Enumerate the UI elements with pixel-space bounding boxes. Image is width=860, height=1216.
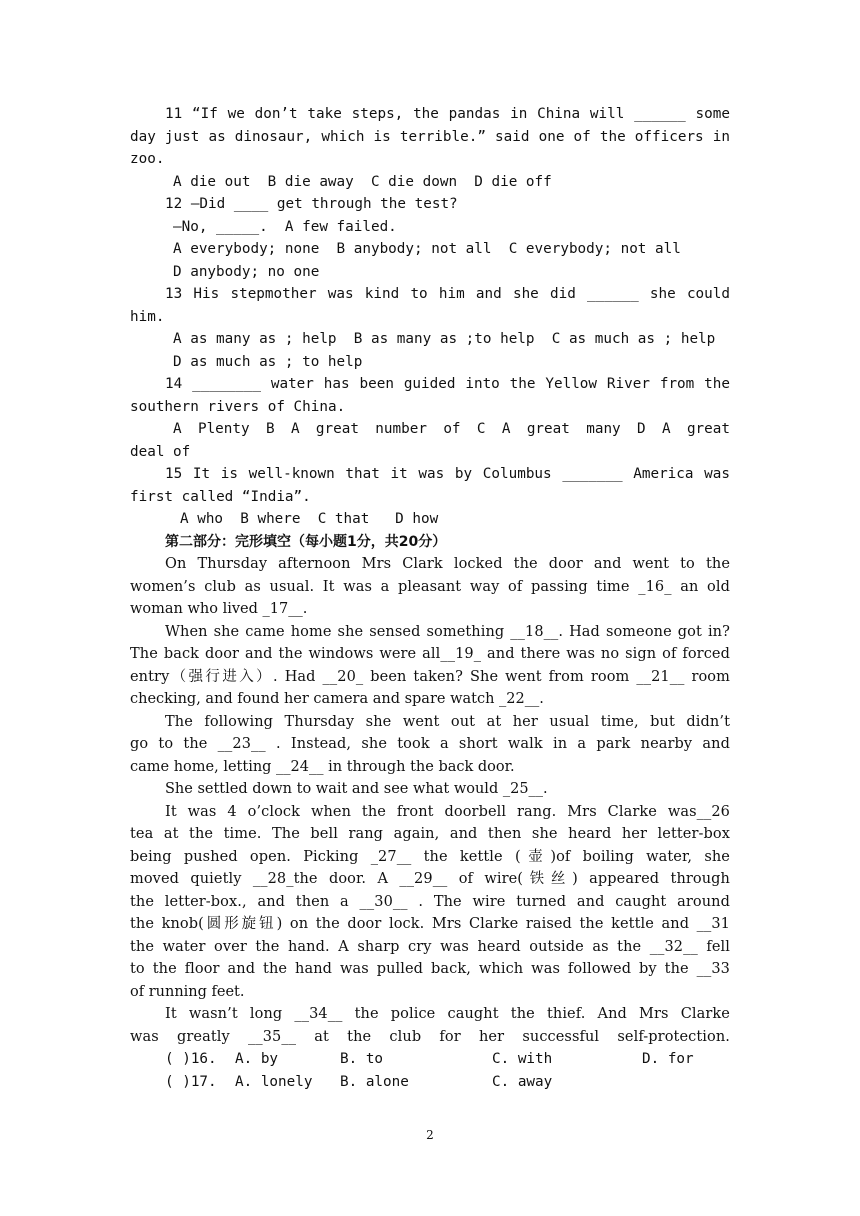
- text-line: woman who lived _17__.: [130, 601, 308, 617]
- text-line: the letter-box., and then a __30__ . The wire turned and caught around: [130, 893, 730, 910]
- text-line: 11 “If we don’t take steps, the pandas in China will ______ some: [165, 106, 730, 122]
- text-line: being pushed open. Picking _27__ the kettle (壶)of boiling water, she: [130, 848, 730, 865]
- answer-choice: B. alone: [340, 1073, 409, 1090]
- text-line: southern rivers of China.: [130, 398, 346, 415]
- answer-choice: C. away: [492, 1073, 553, 1090]
- text-line: moved quietly __28_the door. A __29__ of wire(铁丝) appeared through: [130, 871, 730, 887]
- text-line: checking, and found her camera and spare watch _22__.: [130, 691, 544, 707]
- answer-choice: C. with: [492, 1051, 553, 1067]
- page-number: 2: [426, 1128, 434, 1142]
- text-line: A die out B die away C die down D die off: [173, 173, 552, 190]
- text-line: tea at the time. The bell rang again, and then she heard her letter-box: [130, 826, 730, 842]
- text-line: The back door and the windows were all__19_ and there was no sign of forced: [130, 646, 730, 662]
- text-line: D as much as ; to help: [173, 353, 363, 370]
- text-line: day just as dinosaur, which is terrible.” said one of the officers in: [130, 128, 730, 145]
- text-line: to the floor and the hand was pulled back, which was followed by the __33: [130, 961, 730, 977]
- text-line: 15 It is well-known that it was by Columbus _______ America was: [165, 466, 730, 482]
- text-line: A as many as ; help B as many as ;to help C as much as ; help: [173, 331, 716, 347]
- text-line: go to the __23__ . Instead, she took a short walk in a park nearby and: [130, 736, 730, 752]
- text-line: deal of: [130, 443, 191, 460]
- answer-choice: D. for: [642, 1051, 694, 1067]
- question-number: ( )17.: [165, 1073, 217, 1090]
- answer-option-row: [130, 1071, 730, 1094]
- text-line: D anybody; no one: [173, 263, 320, 280]
- answer-choice: A. by: [235, 1051, 279, 1067]
- text-line: 12 —Did ____ get through the test?: [165, 196, 458, 212]
- text-line: It was 4 o’clock when the front doorbell rang. Mrs Clarke was__26: [165, 803, 730, 820]
- answer-choice: B. to: [340, 1051, 384, 1067]
- text-line: She settled down to wait and see what would _25__.: [165, 781, 548, 797]
- text-line: came home, letting __24__ in through the back door.: [130, 758, 515, 775]
- text-line: 13 His stepmother was kind to him and she did ______ she could: [165, 286, 730, 302]
- text-line: On Thursday afternoon Mrs Clark locked the door and went to the: [165, 556, 730, 572]
- text-line: A Plenty B A great number of C A great many D A great: [173, 421, 730, 437]
- text-line: women’s club as usual. It was a pleasant way of passing time _16_ an old: [130, 578, 730, 595]
- text-line: the water over the hand. A sharp cry was heard outside as the __32__ fell: [130, 938, 730, 955]
- text-line: 第二部分：完形填空（每小题1分，共20分）: [165, 533, 447, 550]
- text-line: first called “India”.: [130, 488, 311, 505]
- text-line: A who B where C that D how: [180, 511, 439, 527]
- document-body: [130, 103, 730, 1093]
- text-line: the knob(圆形旋钮) on the door lock. Mrs Clarke raised the kettle and __31: [130, 916, 730, 932]
- text-line: The following Thursday she went out at her usual time, but didn’t: [165, 713, 730, 730]
- text-line: was greatly __35__ at the club for her successful self-protection.: [130, 1028, 730, 1045]
- text-line: zoo.: [130, 151, 165, 167]
- text-line: A everybody; none B anybody; not all C everybody; not all: [173, 241, 681, 257]
- text-line: of running feet.: [130, 983, 245, 1000]
- text-line: When she came home she sensed something __18__. Had someone got in?: [165, 623, 730, 640]
- answer-option-row: [130, 1048, 730, 1071]
- text-line: 14 ________ water has been guided into the Yellow River from the: [165, 376, 730, 392]
- text-line: —No, _____. A few failed.: [173, 218, 397, 235]
- answer-choice: [642, 1071, 722, 1094]
- text-line: him.: [130, 308, 165, 325]
- question-number: ( )16.: [165, 1051, 217, 1067]
- answer-choice: A. lonely: [235, 1073, 313, 1090]
- text-line: It wasn’t long __34__ the police caught the thief. And Mrs Clarke: [165, 1006, 730, 1022]
- text-line: entry（强行进入）. Had __20_ been taken? She went from room __21__ room: [130, 668, 730, 685]
